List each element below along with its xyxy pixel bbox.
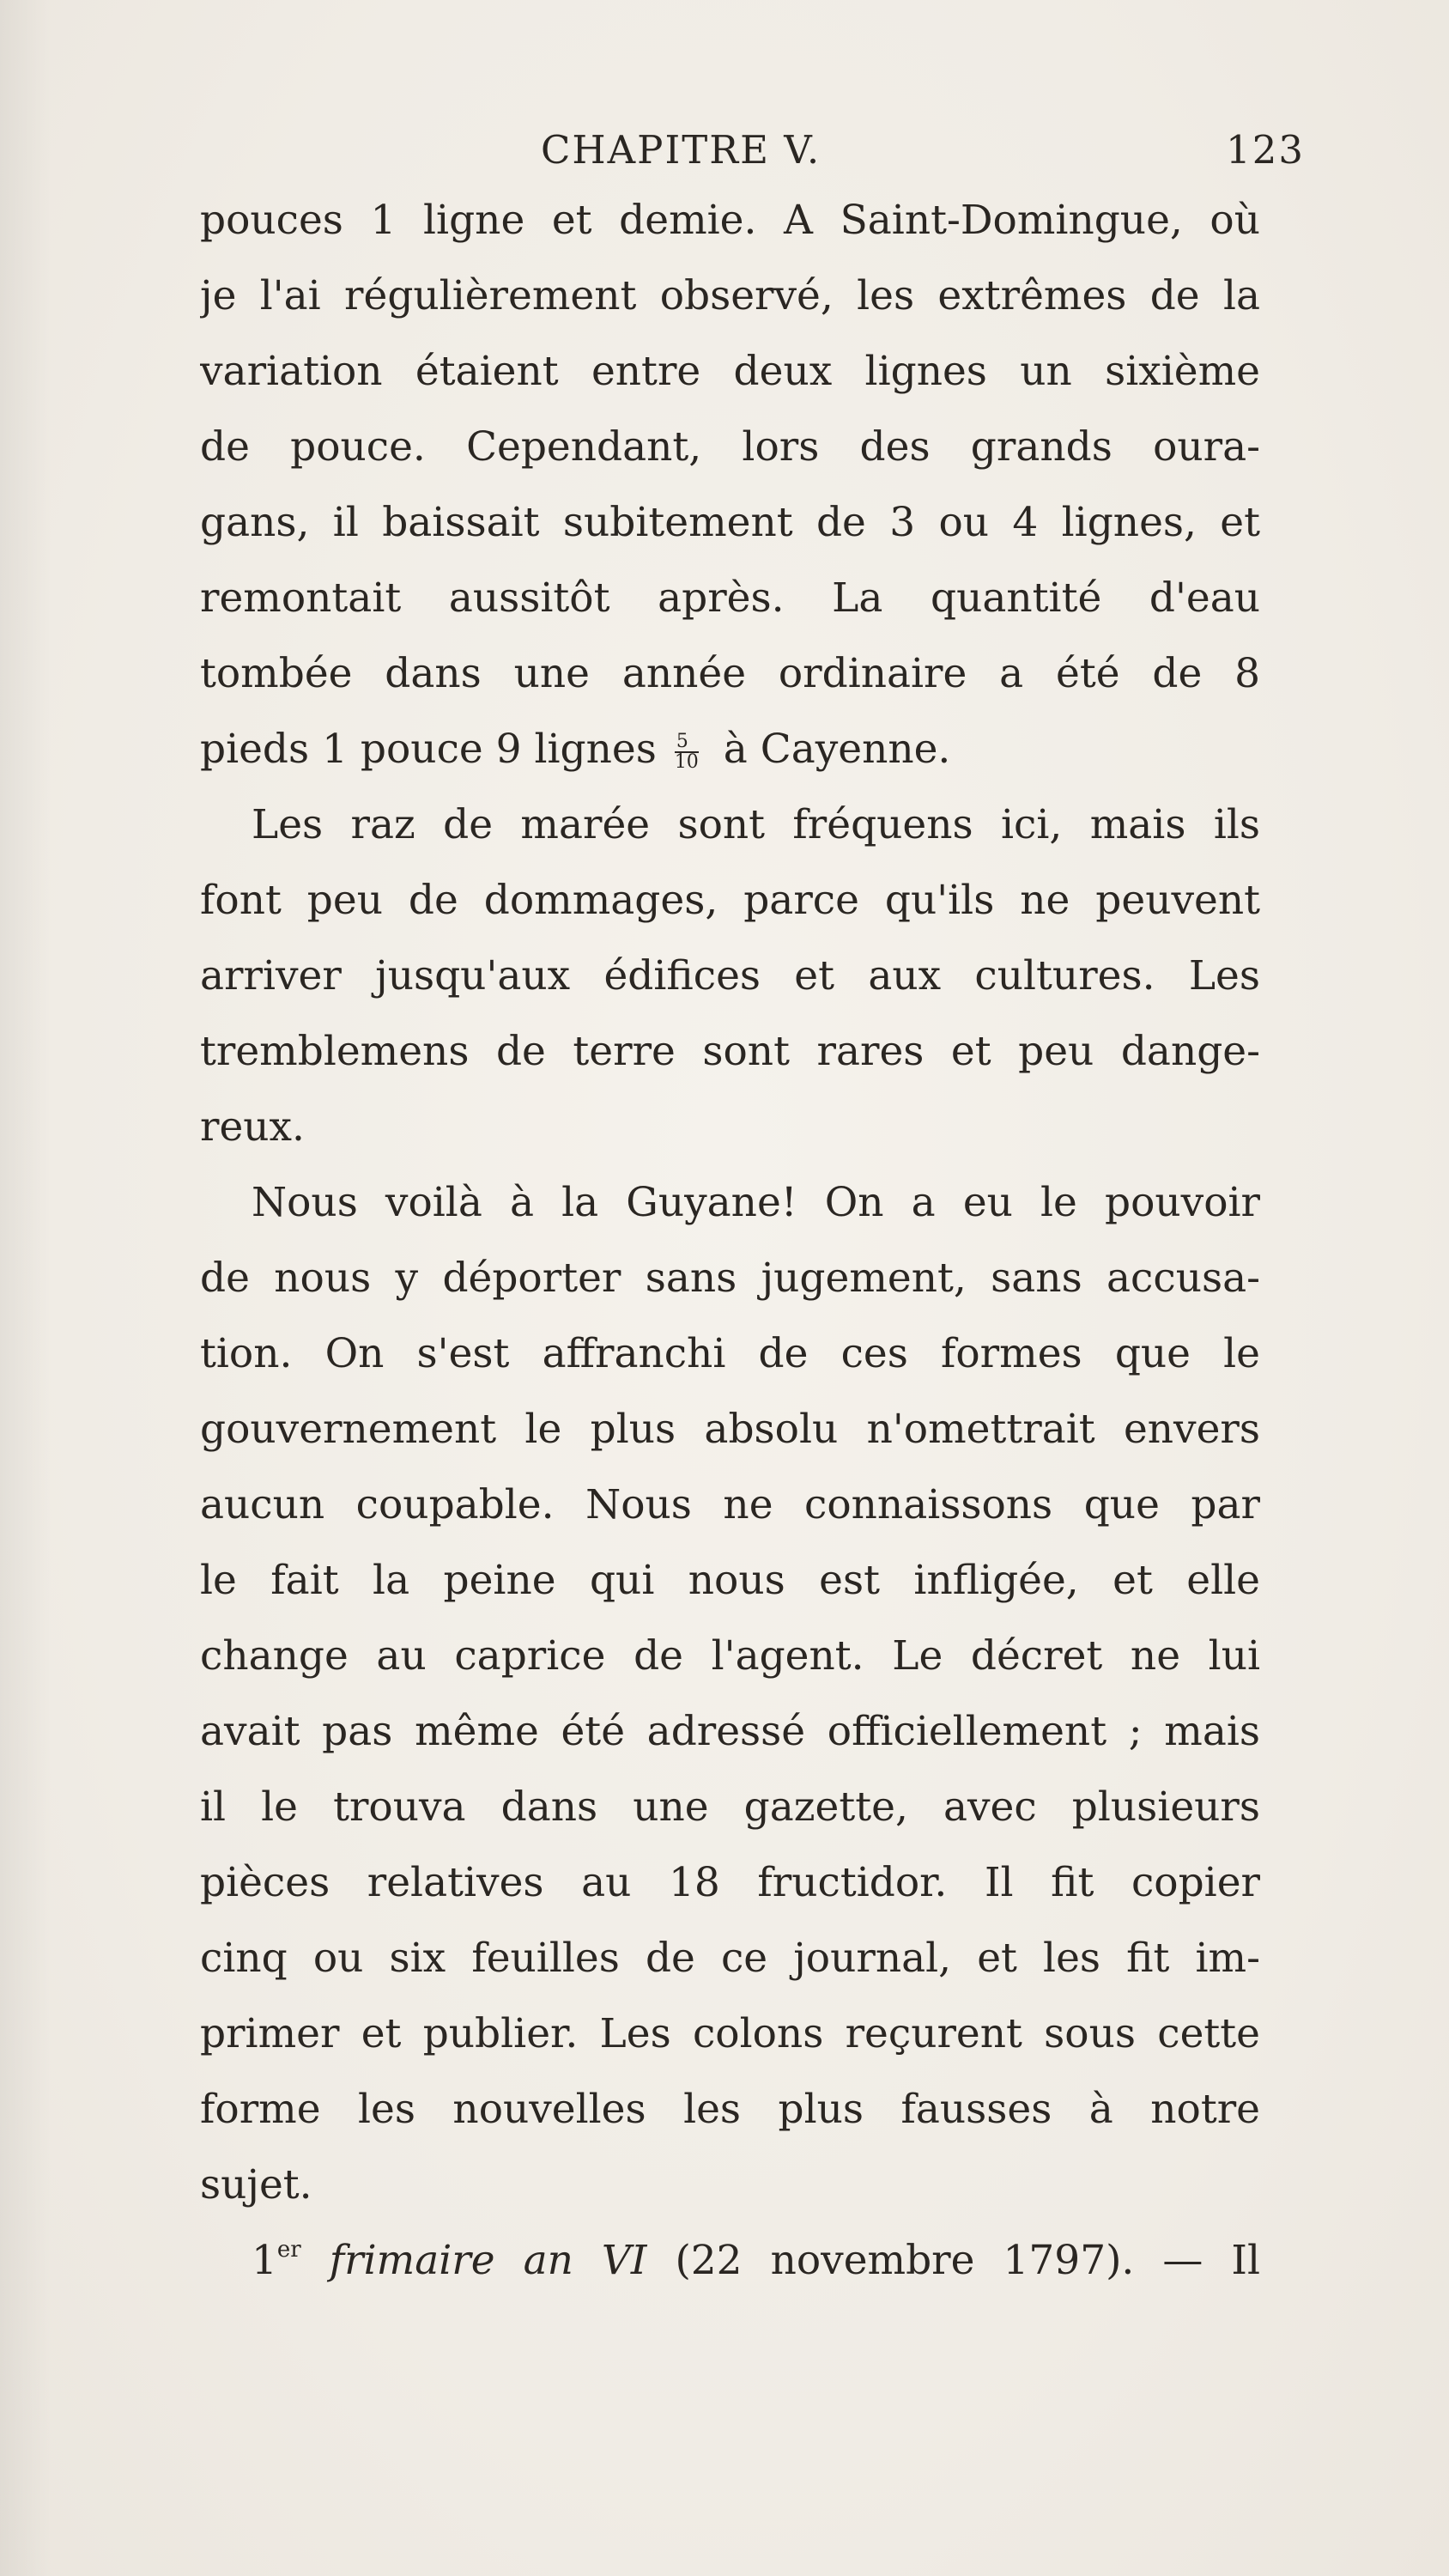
page-gutter-shadow [0, 0, 52, 2576]
text-line: tion. On s'est affranchi de ces formes que le [200, 1330, 1260, 1377]
text-line: sujet. [200, 2161, 312, 2208]
page-number: 123 [1226, 127, 1305, 173]
text-line: pièces relatives au 18 fructidor. Il fit copier [200, 1859, 1260, 1906]
fraction-denominator: 10 [674, 751, 699, 773]
text-line: je l'ai régulièrement observé, les extrêmes de la [200, 272, 1260, 319]
page-header [515, 127, 1305, 179]
running-title: CHAPITRE V. [541, 127, 822, 173]
text-line: font peu de dommages, parce qu'ils ne peuvent [200, 877, 1260, 924]
text-line: gans, il baissait subitement de 3 ou 4 lignes, et [200, 499, 1260, 546]
text-line: cinq ou six feuilles de ce journal, et les fit im- [200, 1935, 1260, 1982]
text-line-with-fraction [200, 712, 1260, 787]
date-day-suffix: er [276, 2237, 301, 2263]
text-line: reux. [200, 1103, 305, 1151]
date-gregorian: (22 novembre 1797). — Il [675, 2237, 1260, 2284]
text-line: il le trouva dans une gazette, avec plusieurs [200, 1783, 1260, 1831]
text-line: change au caprice de l'agent. Le décret ne lui [200, 1632, 1260, 1680]
text-line: tremblemens de terre sont rares et peu dange- [200, 1028, 1260, 1075]
text-line: aucun coupable. Nous ne connaissons que par [200, 1481, 1260, 1528]
text-line: de pouce. Cependant, lors des grands oura- [200, 423, 1260, 471]
text-line: pouces 1 ligne et demie. A Saint-Domingue, où [200, 197, 1260, 244]
text-line: arriver jusqu'aux édifices et aux cultures. Les [200, 952, 1260, 999]
text-fragment: pieds 1 pouce 9 lignes [200, 726, 657, 773]
text-line: Nous voilà à la Guyane! On a eu le pouvoir [252, 1179, 1260, 1226]
text-line: variation étaient entre deux lignes un sixième [200, 348, 1260, 395]
text-fragment: à Cayenne. [723, 726, 951, 773]
text-line: avait pas même été adressé officiellement ; mais [200, 1708, 1260, 1755]
text-line: de nous y déporter sans jugement, sans accusa- [200, 1255, 1260, 1302]
text-line: primer et publier. Les colons reçurent sous cette [200, 2010, 1260, 2057]
text-line: tombée dans une année ordinaire a été de 8 [200, 650, 1260, 697]
text-line: le fait la peine qui nous est infligée, et elle [200, 1557, 1260, 1604]
text-line: Les raz de marée sont fréquens ici, mais ils [252, 801, 1260, 848]
date-republican: frimaire an VI [329, 2237, 647, 2284]
text-line: gouvernement le plus absolu n'omettrait envers [200, 1406, 1260, 1453]
date-entry-line [200, 2223, 1260, 2299]
body-text [200, 183, 1260, 2299]
fraction-numerator: 5 [675, 732, 699, 753]
fraction [675, 732, 699, 772]
date-day: 1 [252, 2237, 277, 2284]
text-line: forme les nouvelles les plus fausses à notre [200, 2086, 1260, 2133]
text-line: remontait aussitôt après. La quantité d'eau [200, 574, 1260, 622]
